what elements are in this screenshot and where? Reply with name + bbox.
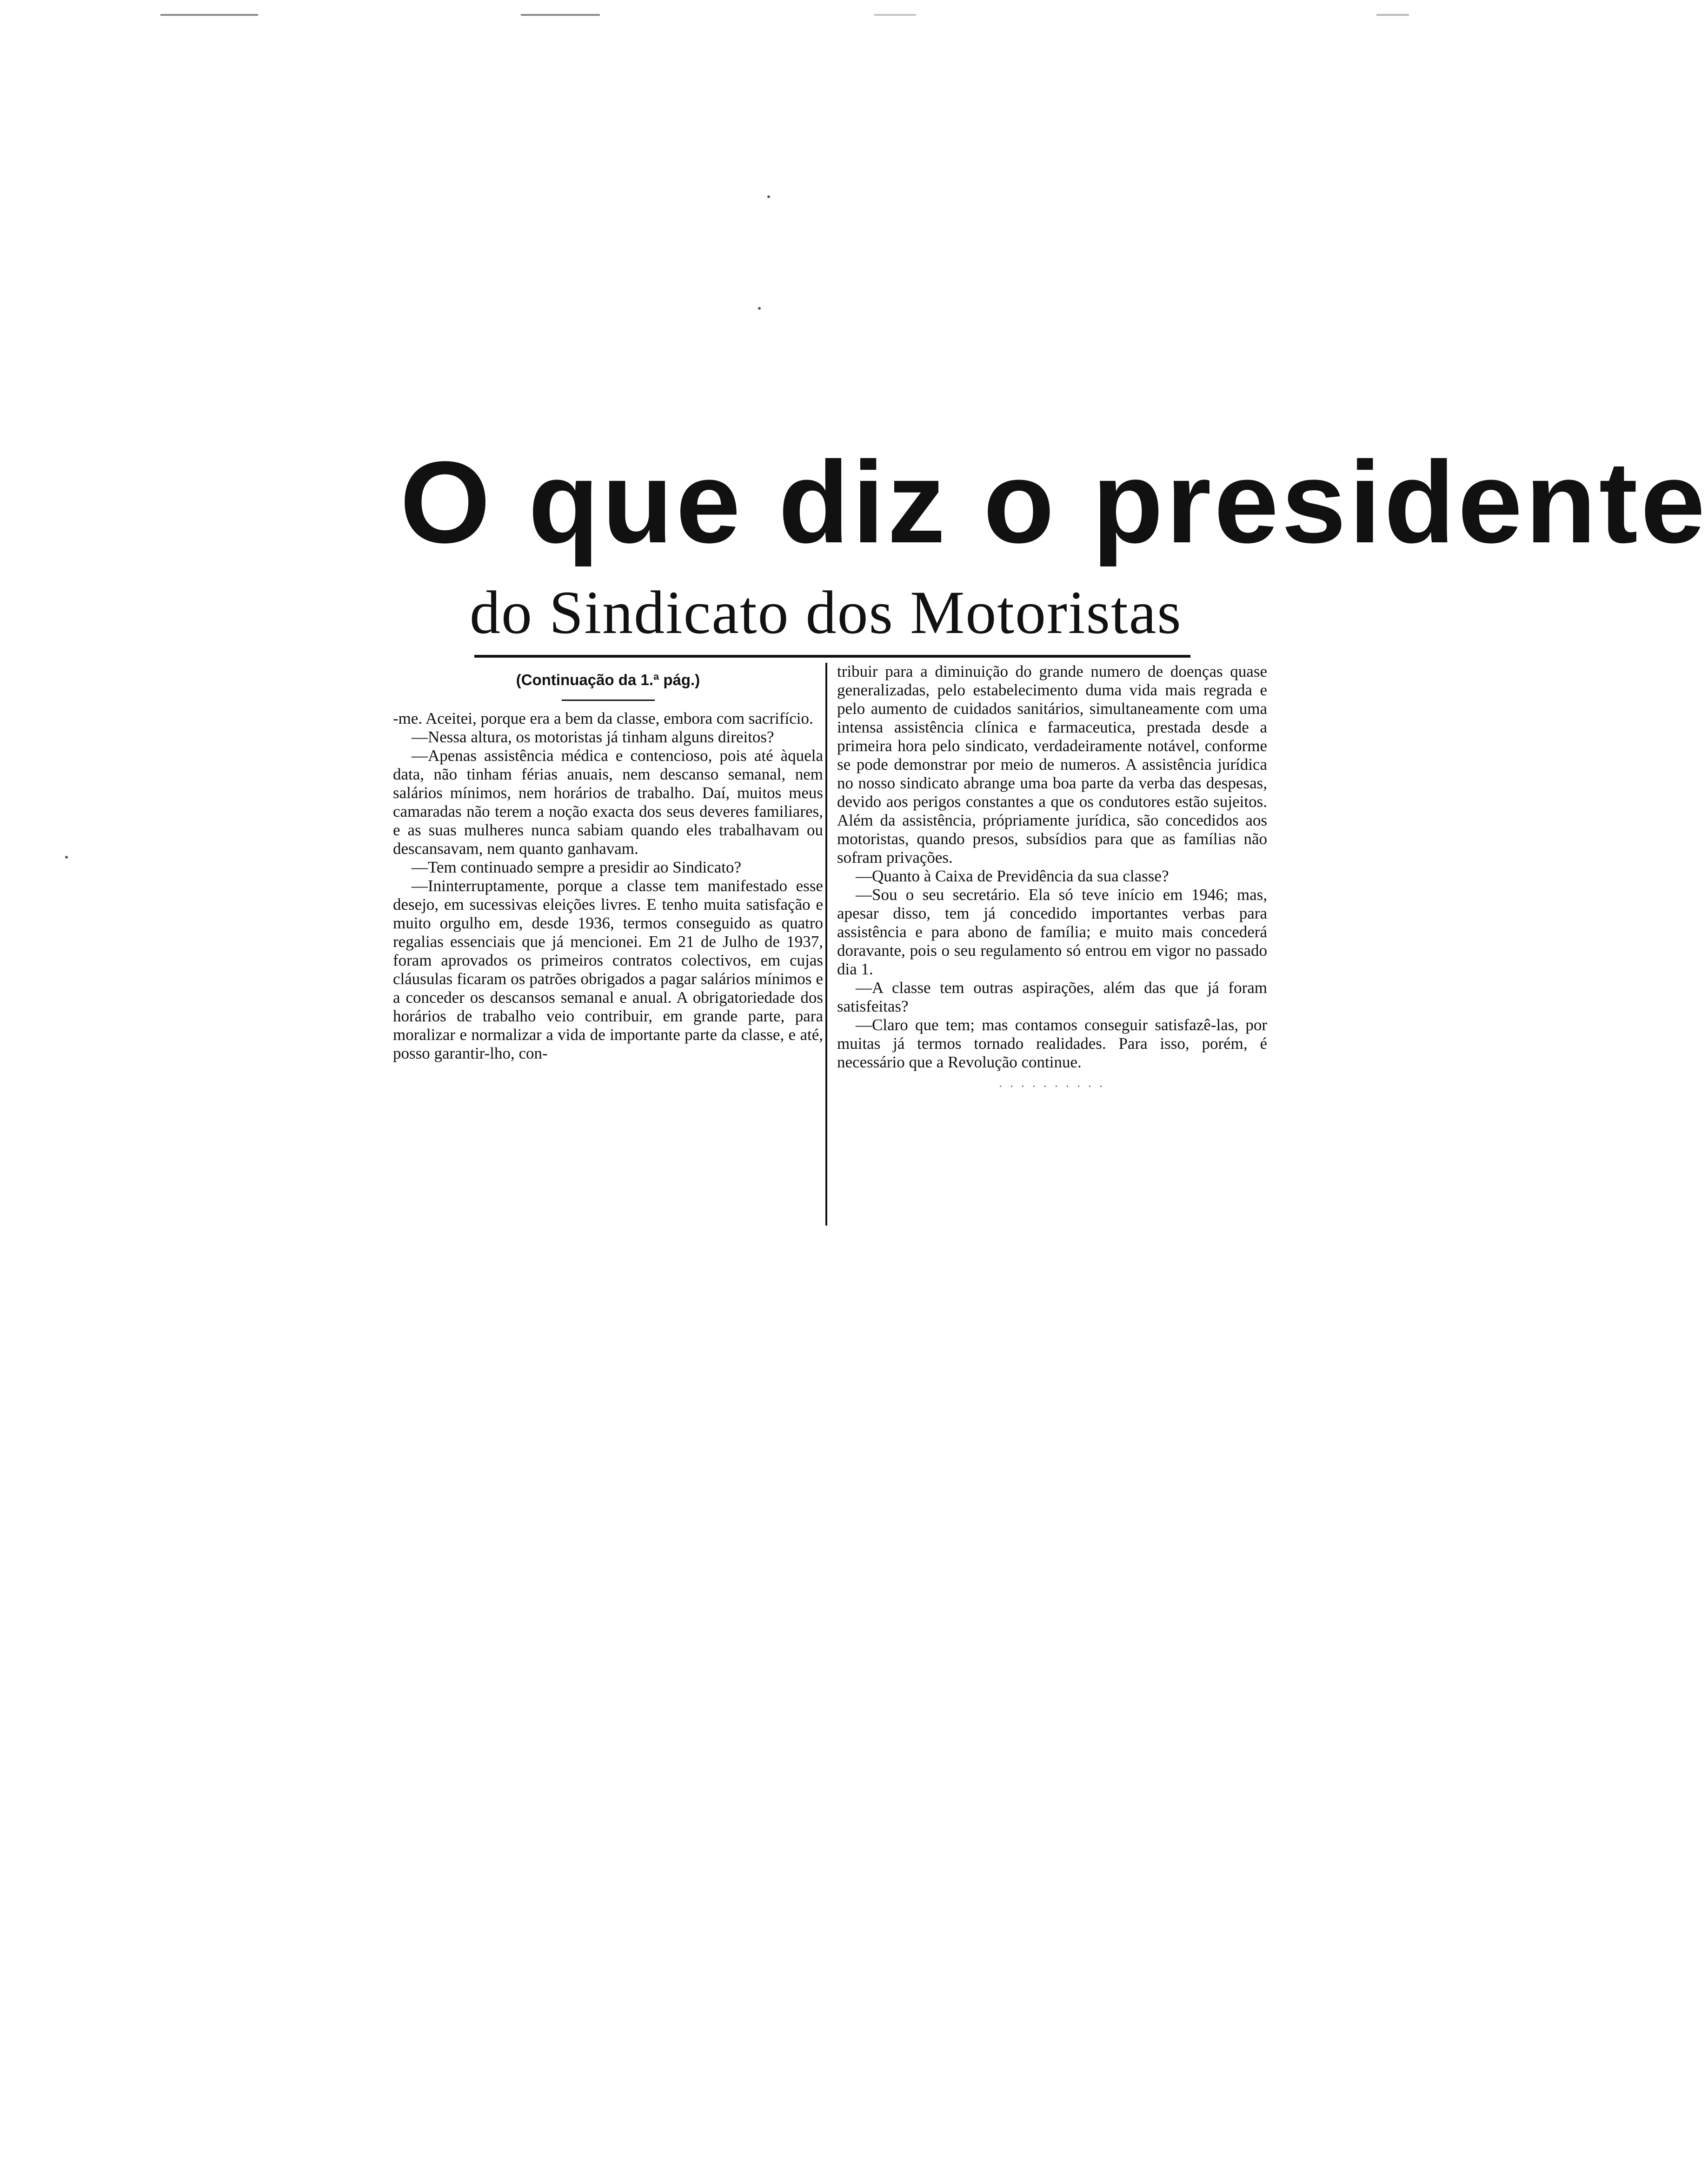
end-dots: . . . . . . . . . . — [999, 1078, 1105, 1090]
scan-artifact-line — [1376, 14, 1409, 16]
scan-speck — [65, 856, 68, 859]
article-column-1 — [393, 657, 823, 1063]
article-column-2 — [837, 657, 1267, 1093]
column-separator — [825, 663, 827, 1226]
scan-artifact-line — [874, 14, 916, 16]
headline-bottom: do Sindicato dos Motoristas — [470, 578, 1182, 647]
headline-top-cropped: O que diz o presidente — [400, 437, 1708, 567]
paragraph: —Ininterruptamente, porque a classe tem manifestado esse desejo, em sucessivas eleições livres. E tenho muita satisfação e muito orgulho em, desde 1936, termos conseguido as quatro regalias essenciais que já mencionei. Em 21 de Julho de 1937, foram aprovados os primeiros contratos colectivos, em cujas cláusulas ficaram os patrões obrigados a pagar salários mínimos e a conceder os descansos semanal e anual. A obrigatoriedade dos horários de trabalho veio contribuir, em grande parte, para moralizar e normalizar a vida de importante parte da classe, e até, posso garantir-lho, con- — [393, 877, 823, 1062]
paragraph: —Nessa altura, os motoristas já tinham alguns direitos? — [412, 728, 774, 746]
paragraph: —A classe tem outras aspirações, além das que já foram satisfeitas? — [837, 979, 1267, 1015]
paragraph: —Sou o seu secretário. Ela só teve início em 1946; mas, apesar disso, tem já concedido importantes verbas para assistência e para abono de família; e muito mais concederá doravante, pois o seu regulamento só entrou em vigor no passado dia 1. — [837, 886, 1267, 978]
paragraph: —Tem continuado sempre a presidir ao Sindicato? — [412, 858, 742, 876]
scan-artifact-line — [521, 14, 600, 16]
paragraph: —Quanto à Caixa de Previdência da sua classe? — [856, 867, 1169, 885]
paragraph: —Apenas assistência médica e contencioso, pois até àquela data, não tinham férias anuais, nem descanso semanal, nem salários mínimos, nem horários de trabalho. Daí, muitos meus camaradas não terem a noção exacta dos seus deveres familiares, e as suas mulheres nunca sabiam quando eles trabalhavam ou descansavam, nem quanto ganhavam. — [393, 747, 823, 858]
paragraph: -me. Aceitei, porque era a bem da classe, embora com sacrifício. — [393, 709, 813, 727]
scan-artifact-line — [160, 14, 258, 16]
scan-speck — [767, 195, 770, 198]
scan-speck — [758, 307, 761, 310]
continuation-note: (Continuação da 1.ª pág.) — [516, 671, 700, 688]
paragraph: tribuir para a diminuição do grande numero de doenças quase generalizadas, pelo estabelecimento duma vida mais regrada e pelo aumento de cuidados sanitários, simultaneamente com uma intensa assistência clínica e farmaceutica, prestada desde a primeira hora pelo sindicato, verdadeiramente notável, conforme se pode demonstrar por meio de numeros. A assistência jurídica no nosso sindicato abrange uma boa parte da verba das despesas, devido aos perigos constantes a que os condutores estão sujeitos. Além da assistência, própriamente jurídica, são concedidos aos motoristas, quando presos, subsídios para que as famílias não sofram privações. — [837, 662, 1267, 867]
paragraph: —Claro que tem; mas contamos conseguir satisfazê-las, por muitas já termos tornado realidades. Para isso, porém, é necessário que a Revolução continue. — [837, 1016, 1267, 1071]
short-rule — [562, 700, 655, 701]
newspaper-clipping — [372, 437, 1708, 1228]
